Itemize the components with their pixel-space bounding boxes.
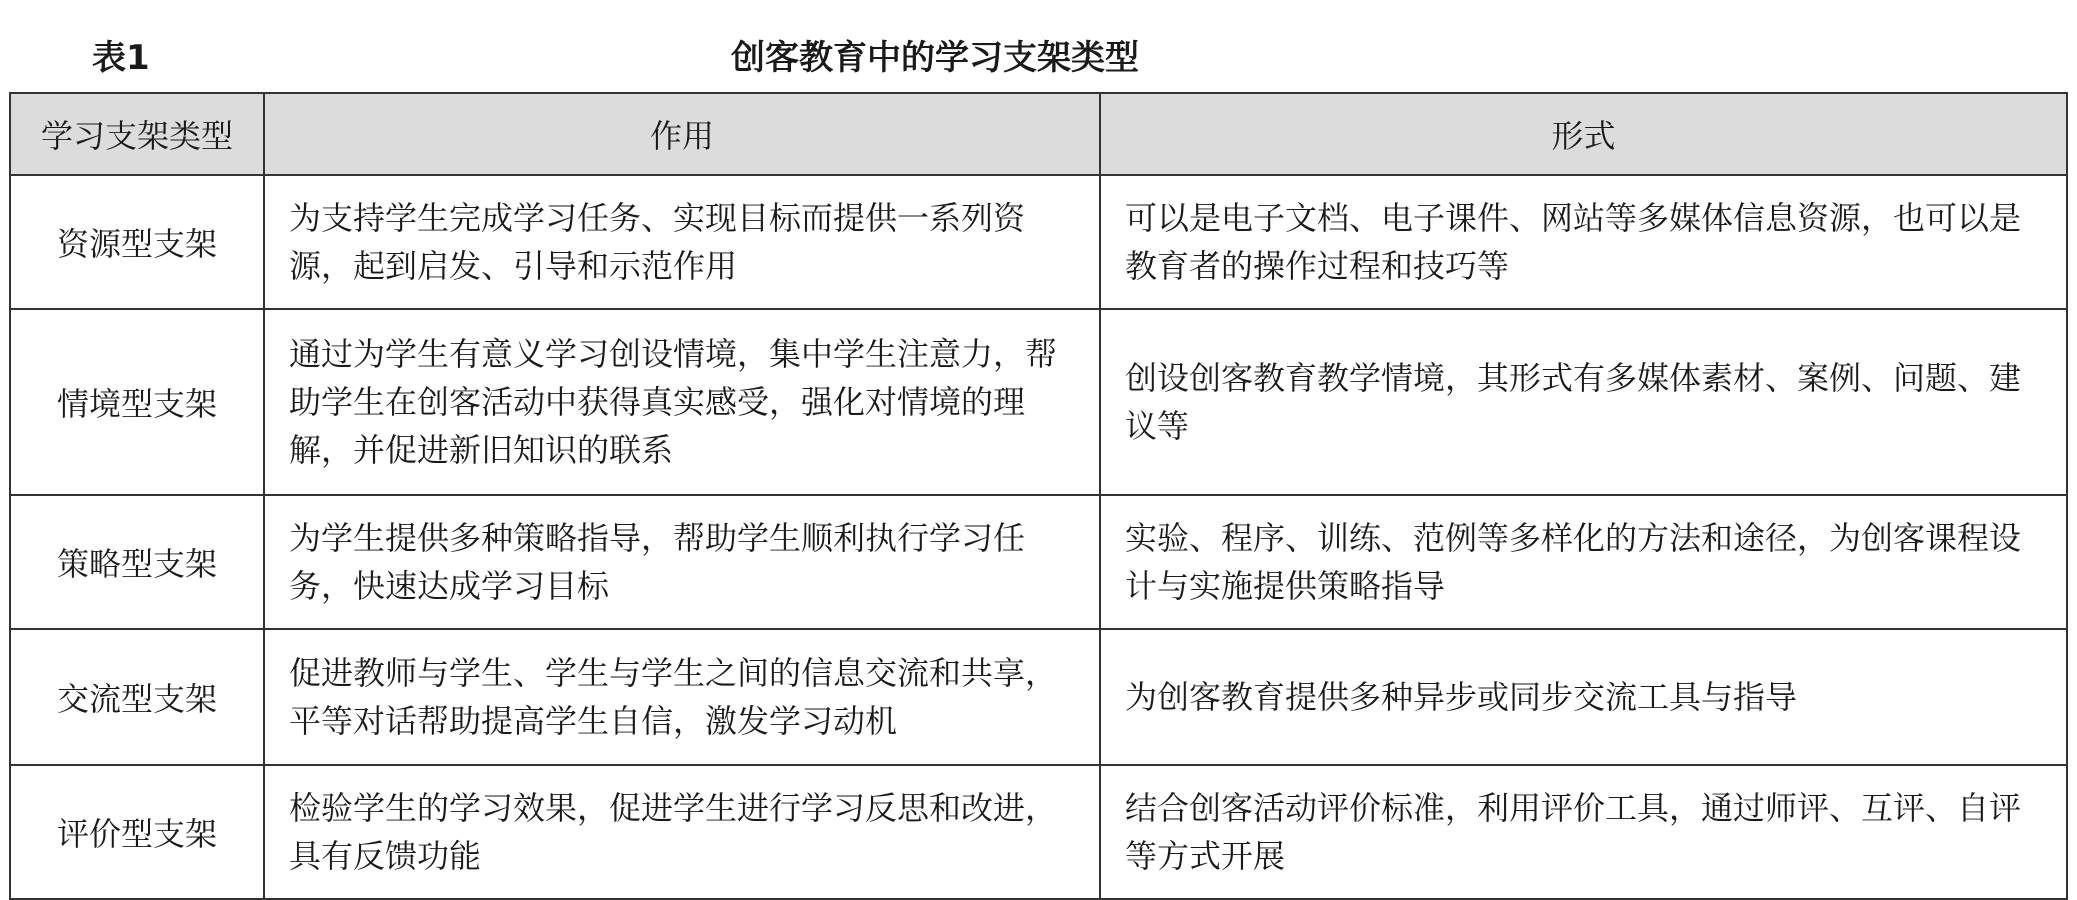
table-row xyxy=(10,495,2067,629)
row-type-cell: 资源型支架 xyxy=(10,175,264,309)
row-form-cell: 为创客教育提供多种异步或同步交流工具与指导 xyxy=(1100,629,2067,765)
row-form-cell: 实验、程序、训练、范例等多样化的方法和途径，为创客课程设计与实施提供策略指导 xyxy=(1100,495,2067,629)
row-form-cell: 创设创客教育教学情境，其形式有多媒体素材、案例、问题、建议等 xyxy=(1100,309,2067,495)
column-header-type: 学习支架类型 xyxy=(10,93,264,175)
table-label: 表1 xyxy=(92,38,150,78)
row-effect-cell: 检验学生的学习效果，促进学生进行学习反思和改进，具有反馈功能 xyxy=(264,765,1100,899)
row-type-cell: 情境型支架 xyxy=(10,309,264,495)
column-header-form: 形式 xyxy=(1100,93,2067,175)
row-type-cell: 策略型支架 xyxy=(10,495,264,629)
row-type-cell: 评价型支架 xyxy=(10,765,264,899)
scaffold-types-table xyxy=(9,92,2068,900)
column-header-effect: 作用 xyxy=(264,93,1100,175)
row-form-cell: 可以是电子文档、电子课件、网站等多媒体信息资源，也可以是教育者的操作过程和技巧等 xyxy=(1100,175,2067,309)
table-header-row xyxy=(10,93,2067,175)
table-title: 创客教育中的学习支架类型 xyxy=(731,38,1139,78)
row-effect-cell: 促进教师与学生、学生与学生之间的信息交流和共享，平等对话帮助提高学生自信，激发学习动机 xyxy=(264,629,1100,765)
row-type-cell: 交流型支架 xyxy=(10,629,264,765)
row-effect-cell: 为支持学生完成学习任务、实现目标而提供一系列资源，起到启发、引导和示范作用 xyxy=(264,175,1100,309)
row-effect-cell: 为学生提供多种策略指导，帮助学生顺利执行学习任务，快速达成学习目标 xyxy=(264,495,1100,629)
row-form-cell: 结合创客活动评价标准，利用评价工具，通过师评、互评、自评等方式开展 xyxy=(1100,765,2067,899)
table-row xyxy=(10,629,2067,765)
table-row xyxy=(10,765,2067,899)
row-effect-cell: 通过为学生有意义学习创设情境，集中学生注意力，帮助学生在创客活动中获得真实感受，强化对情境的理解，并促进新旧知识的联系 xyxy=(264,309,1100,495)
table-row xyxy=(10,175,2067,309)
table-row xyxy=(10,309,2067,495)
